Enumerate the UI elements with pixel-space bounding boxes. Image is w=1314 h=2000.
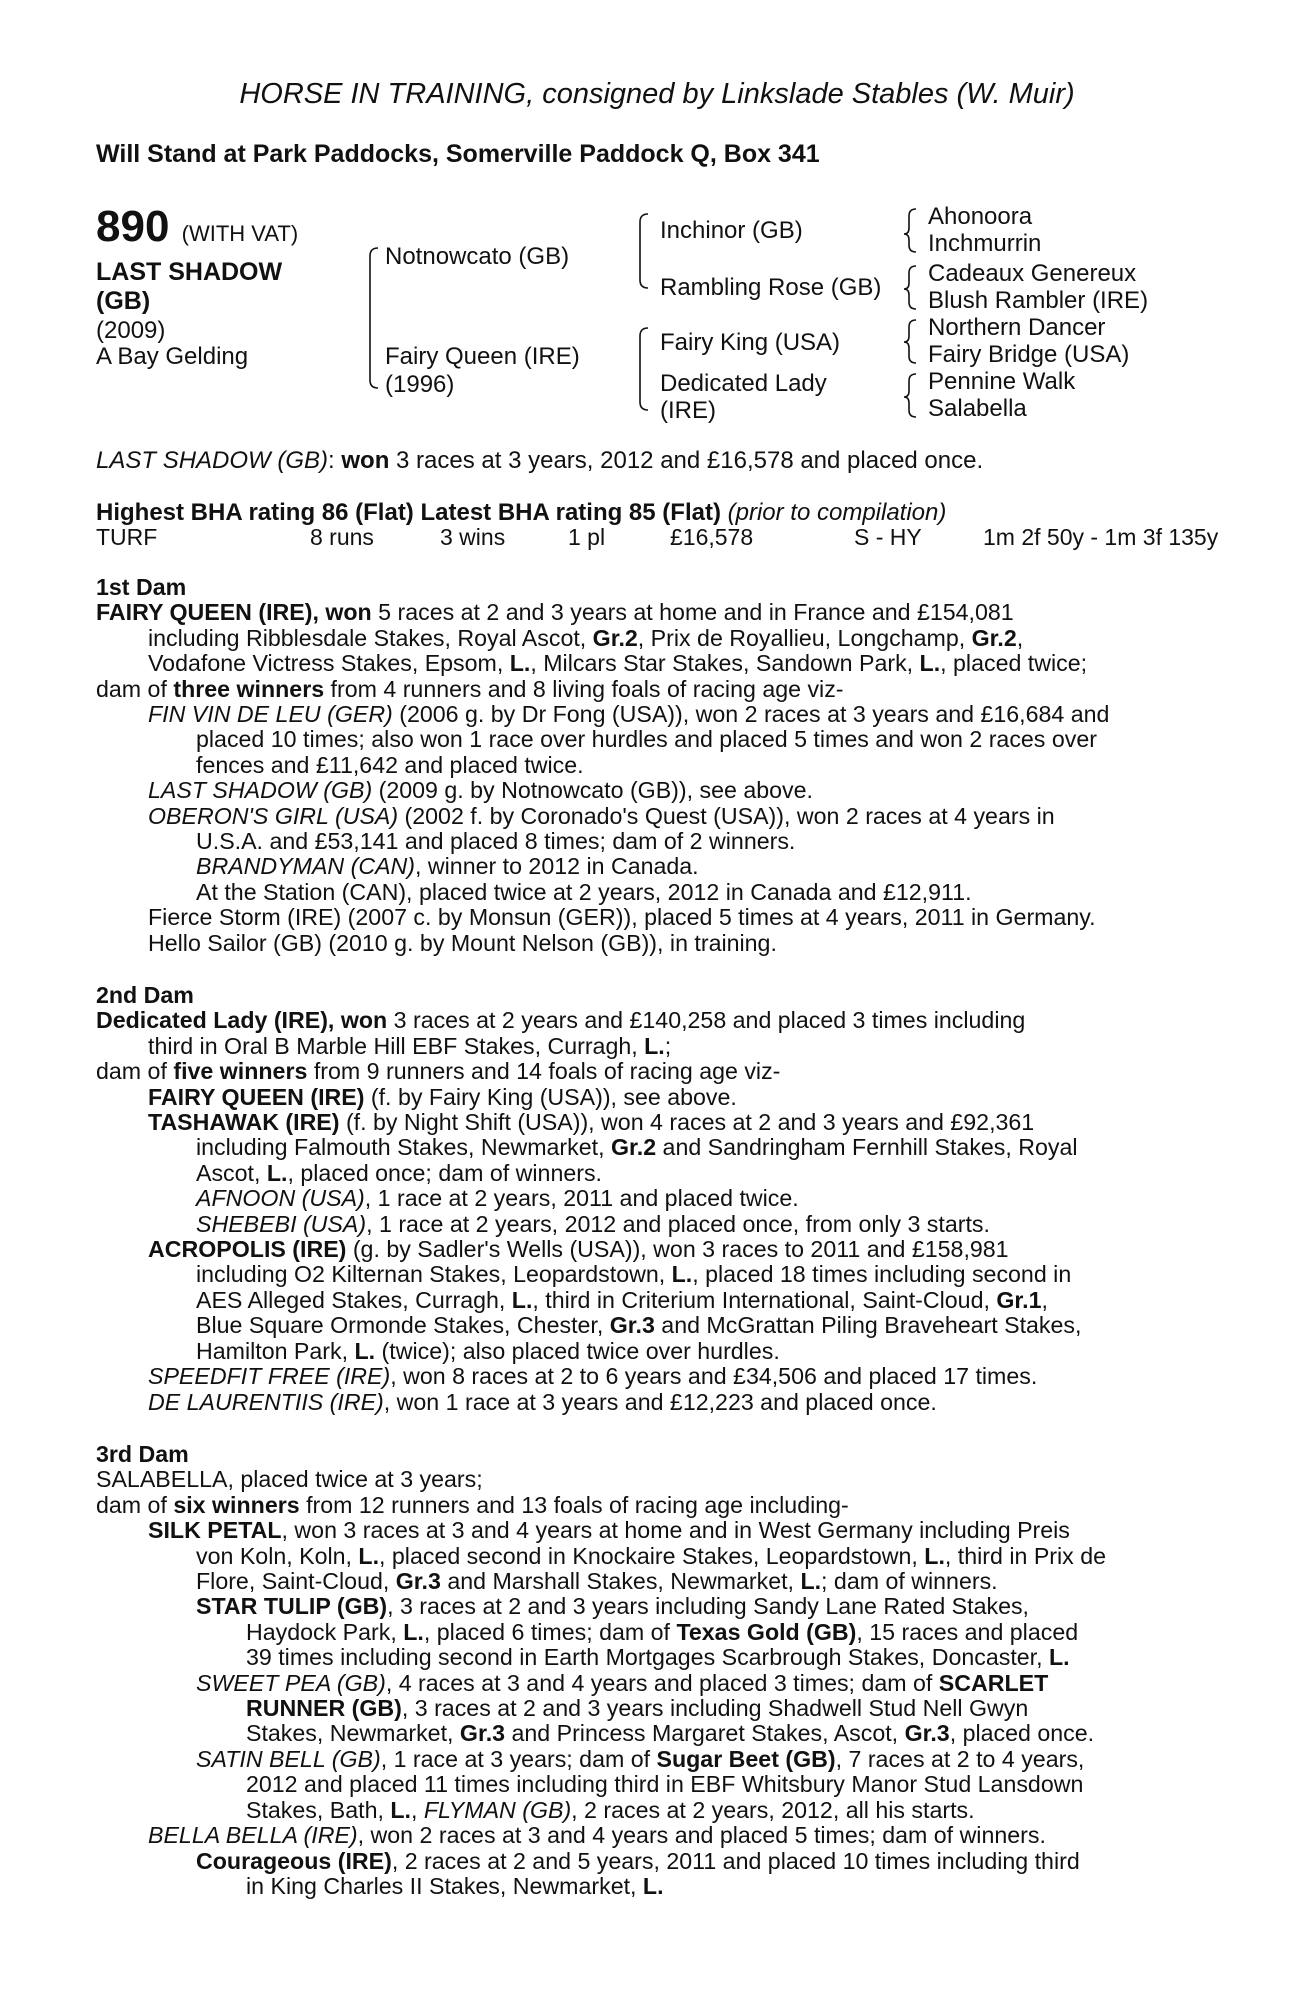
first-dam-line: U.S.A. and £53,141 and placed 8 times; dam of 2 winners. bbox=[196, 828, 796, 855]
second-dam-line: dam of five winners from 9 runners and 14 foals of racing age viz- bbox=[96, 1058, 781, 1085]
summary-won: won bbox=[341, 447, 390, 474]
second-dam-line: Dedicated Lady (IRE), won 3 races at 2 years and £140,258 and placed 3 times including bbox=[96, 1007, 1026, 1034]
first-dam-line: Fierce Storm (IRE) (2007 c. by Monsun (GER)), placed 5 times at 4 years, 2011 in Germany. bbox=[148, 904, 1096, 931]
vat-note: (WITH VAT) bbox=[181, 221, 299, 246]
inchinor-bracket bbox=[904, 209, 916, 252]
second-dam-line: ACROPOLIS (IRE) (g. by Sadler's Wells (USA)), won 3 races to 2011 and £158,981 bbox=[148, 1236, 1009, 1263]
pedigree-dam-sire: Fairy King (USA) bbox=[660, 329, 841, 356]
race-record-row bbox=[0, 524, 1314, 552]
first-dam-line: placed 10 times; also won 1 race over hurdles and placed 5 times and won 2 races over bbox=[196, 726, 1097, 753]
lot-number: 890 bbox=[96, 202, 170, 251]
pedigree-sire: Notnowcato (GB) bbox=[385, 243, 570, 270]
third-dam-heading: 3rd Dam bbox=[96, 1441, 189, 1467]
page-title: HORSE IN TRAINING, consigned by Linkslade Stables (W. Muir) bbox=[239, 78, 1075, 110]
third-dam-line: STAR TULIP (GB), 3 races at 2 and 3 years including Sandy Lane Rated Stakes, bbox=[196, 1593, 1030, 1620]
first-dam-line: LAST SHADOW (GB) (2009 g. by Notnowcato (GB)), see above. bbox=[148, 777, 813, 804]
first-dam-section bbox=[96, 575, 1236, 956]
record-wins: 3 wins bbox=[440, 524, 506, 550]
horse-description: A Bay Gelding bbox=[96, 343, 249, 370]
pedigree-dam: Fairy Queen (IRE) bbox=[385, 343, 580, 370]
dam-sire-bracket bbox=[640, 328, 648, 410]
first-dam-line: Hello Sailor (GB) (2010 g. by Mount Nelson (GB)), in training. bbox=[148, 929, 777, 956]
second-dam-line: SHEBEBI (USA), 1 race at 2 years, 2012 and placed once, from only 3 starts. bbox=[196, 1210, 990, 1237]
first-dam-line: fences and £11,642 and placed twice. bbox=[196, 751, 584, 778]
first-dam-line: Vodafone Victress Stakes, Epsom, L., Milcars Star Stakes, Sandown Park, L., placed twice; bbox=[148, 650, 1088, 677]
second-dam-heading: 2nd Dam bbox=[96, 982, 194, 1008]
foaling-year: (2009) bbox=[96, 317, 166, 344]
second-dam-line: AFNOON (USA), 1 race at 2 years, 2011 and placed twice. bbox=[196, 1185, 799, 1212]
second-dam-line: AES Alleged Stakes, Curragh, L., third in Criterium International, Saint-Cloud, Gr.1, bbox=[196, 1286, 1048, 1313]
third-dam-section bbox=[96, 1442, 1236, 1899]
horse-name-line2: (GB) bbox=[96, 287, 151, 315]
third-dam-line: Stakes, Newmarket, Gr.3 and Princess Margaret Stakes, Ascot, Gr.3, placed once. bbox=[246, 1720, 1095, 1747]
first-dam-line: BRANDYMAN (CAN), winner to 2012 in Canada. bbox=[196, 853, 699, 880]
record-distance: 1m 2f 50y - 1m 3f 135y bbox=[983, 524, 1219, 550]
second-dam-line: FAIRY QUEEN (IRE) (f. by Fairy King (USA)), see above. bbox=[148, 1083, 737, 1110]
first-dam-heading: 1st Dam bbox=[96, 574, 187, 600]
pedigree-ddd: Salabella bbox=[928, 395, 1027, 422]
third-dam-line: Flore, Saint-Cloud, Gr.3 and Marshall Stakes, Newmarket, L.; dam of winners. bbox=[196, 1568, 998, 1595]
second-dam-line: TASHAWAK (IRE) (f. by Night Shift (USA)), won 4 races at 2 and 3 years and £92,361 bbox=[148, 1109, 1035, 1136]
rambling-rose-bracket bbox=[904, 266, 916, 309]
bha-ratings bbox=[96, 499, 946, 527]
horse-name-line1: LAST SHADOW bbox=[96, 258, 283, 286]
pedigree-sire-sire: Inchinor (GB) bbox=[660, 217, 803, 244]
first-dam-line: dam of three winners from 4 runners and 8 living foals of racing age viz- bbox=[96, 675, 844, 702]
race-summary: LAST SHADOW (GB): won 3 races at 3 years, 2012 and £16,578 and placed once. bbox=[96, 447, 984, 474]
pedigree-dsd: Fairy Bridge (USA) bbox=[928, 341, 1130, 368]
pedigree-sds: Cadeaux Genereux bbox=[928, 260, 1137, 287]
sire-bracket bbox=[370, 248, 378, 388]
first-dam-line: including Ribblesdale Stakes, Royal Ascot, Gr.2, Prix de Royallieu, Longchamp, Gr.2, bbox=[148, 624, 1024, 651]
second-dam-section bbox=[96, 983, 1236, 1415]
second-dam-line: SPEEDFIT FREE (IRE), won 8 races at 2 to 6 years and £34,506 and placed 17 times. bbox=[148, 1363, 1038, 1390]
third-dam-line: Stakes, Bath, L., FLYMAN (GB), 2 races at 2 years, 2012, all his starts. bbox=[246, 1796, 975, 1823]
pedigree-dss: Northern Dancer bbox=[928, 314, 1106, 341]
second-dam-line: DE LAURENTIIS (IRE), won 1 race at 3 years and £12,223 and placed once. bbox=[148, 1388, 937, 1415]
pedigree-dam-year: (1996) bbox=[385, 371, 455, 398]
third-dam-line: SALABELLA, placed twice at 3 years; bbox=[96, 1466, 483, 1493]
pedigree-dam-dam: Dedicated Lady bbox=[660, 370, 827, 397]
dedicated-lady-bracket bbox=[904, 374, 916, 417]
record-going: S - HY bbox=[854, 524, 922, 550]
pedigree-sire-dam: Rambling Rose (GB) bbox=[660, 274, 882, 301]
sire-sire-bracket bbox=[640, 214, 648, 288]
bha-rating-text: Highest BHA rating 86 (Flat) Latest BHA rating 85 (Flat) bbox=[96, 499, 721, 526]
pedigree-ssd: Inchmurrin bbox=[928, 230, 1042, 257]
pedigree-dds: Pennine Walk bbox=[928, 368, 1076, 395]
third-dam-line: in King Charles II Stakes, Newmarket, L. bbox=[246, 1872, 664, 1899]
record-earnings: £16,578 bbox=[670, 524, 754, 550]
bha-rating-note: (prior to compilation) bbox=[727, 499, 947, 526]
stand-location: Will Stand at Park Paddocks, Somerville Paddock Q, Box 341 bbox=[96, 140, 820, 168]
summary-record: 3 races at 3 years, 2012 and £16,578 and placed once. bbox=[389, 447, 984, 474]
second-dam-line: Ascot, L., placed once; dam of winners. bbox=[196, 1159, 602, 1186]
first-dam-line: FIN VIN DE LEU (GER) (2006 g. by Dr Fong (USA)), won 2 races at 3 years and £16,684 and bbox=[148, 701, 1110, 728]
third-dam-line: SATIN BELL (GB), 1 race at 3 years; dam of Sugar Beet (GB), 7 races at 2 to 4 years, bbox=[196, 1745, 1085, 1772]
summary-horse-name: LAST SHADOW (GB) bbox=[96, 447, 329, 474]
second-dam-line: Hamilton Park, L. (twice); also placed twice over hurdles. bbox=[196, 1337, 780, 1364]
third-dam-line: SWEET PEA (GB), 4 races at 3 and 4 years and placed 3 times; dam of SCARLET bbox=[196, 1669, 1049, 1696]
third-dam-line: Haydock Park, L., placed 6 times; dam of Texas Gold (GB), 15 races and placed bbox=[246, 1618, 1079, 1645]
second-dam-line: including O2 Kilternan Stakes, Leopardstown, L., placed 18 times including second in bbox=[196, 1261, 1072, 1288]
record-surface: TURF bbox=[96, 524, 158, 550]
third-dam-line: BELLA BELLA (IRE), won 2 races at 3 and 4 years and placed 5 times; dam of winners. bbox=[148, 1822, 1046, 1849]
third-dam-line: SILK PETAL, won 3 races at 3 and 4 years at home and in West Germany including Preis bbox=[148, 1517, 1070, 1544]
third-dam-line: RUNNER (GB), 3 races at 2 and 3 years including Shadwell Stud Nell Gwyn bbox=[246, 1695, 1029, 1722]
second-dam-line: Blue Square Ormonde Stakes, Chester, Gr.3 and McGrattan Piling Braveheart Stakes, bbox=[196, 1312, 1082, 1339]
record-runs: 8 runs bbox=[310, 524, 374, 550]
pedigree-dam-dam-country: (IRE) bbox=[660, 397, 716, 424]
record-placed: 1 pl bbox=[568, 524, 606, 550]
first-dam-line: OBERON'S GIRL (USA) (2002 f. by Coronado's Quest (USA)), won 2 races at 4 years in bbox=[148, 802, 1055, 829]
pedigree-sss: Ahonoora bbox=[928, 203, 1033, 230]
second-dam-line: including Falmouth Stakes, Newmarket, Gr.2 and Sandringham Fernhill Stakes, Royal bbox=[196, 1134, 1078, 1161]
second-dam-line: third in Oral B Marble Hill EBF Stakes, Curragh, L.; bbox=[148, 1032, 672, 1059]
third-dam-line: 39 times including second in Earth Mortgages Scarbrough Stakes, Doncaster, L. bbox=[246, 1644, 1070, 1671]
pedigree-sdd: Blush Rambler (IRE) bbox=[928, 287, 1149, 314]
third-dam-line: 2012 and placed 11 times including third in EBF Whitsbury Manor Stud Lansdown bbox=[246, 1771, 1084, 1798]
third-dam-line: von Koln, Koln, L., placed second in Knockaire Stakes, Leopardstown, L., third in Prix de bbox=[196, 1542, 1106, 1569]
fairy-king-bracket bbox=[904, 320, 916, 363]
third-dam-line: Courageous (IRE), 2 races at 2 and 5 years, 2011 and placed 10 times including third bbox=[196, 1847, 1080, 1874]
third-dam-line: dam of six winners from 12 runners and 13 foals of racing age including- bbox=[96, 1491, 849, 1518]
first-dam-line: FAIRY QUEEN (IRE), won 5 races at 2 and 3 years at home and in France and £154,081 bbox=[96, 599, 1014, 626]
first-dam-line: At the Station (CAN), placed twice at 2 years, 2012 in Canada and £12,911. bbox=[196, 878, 972, 905]
